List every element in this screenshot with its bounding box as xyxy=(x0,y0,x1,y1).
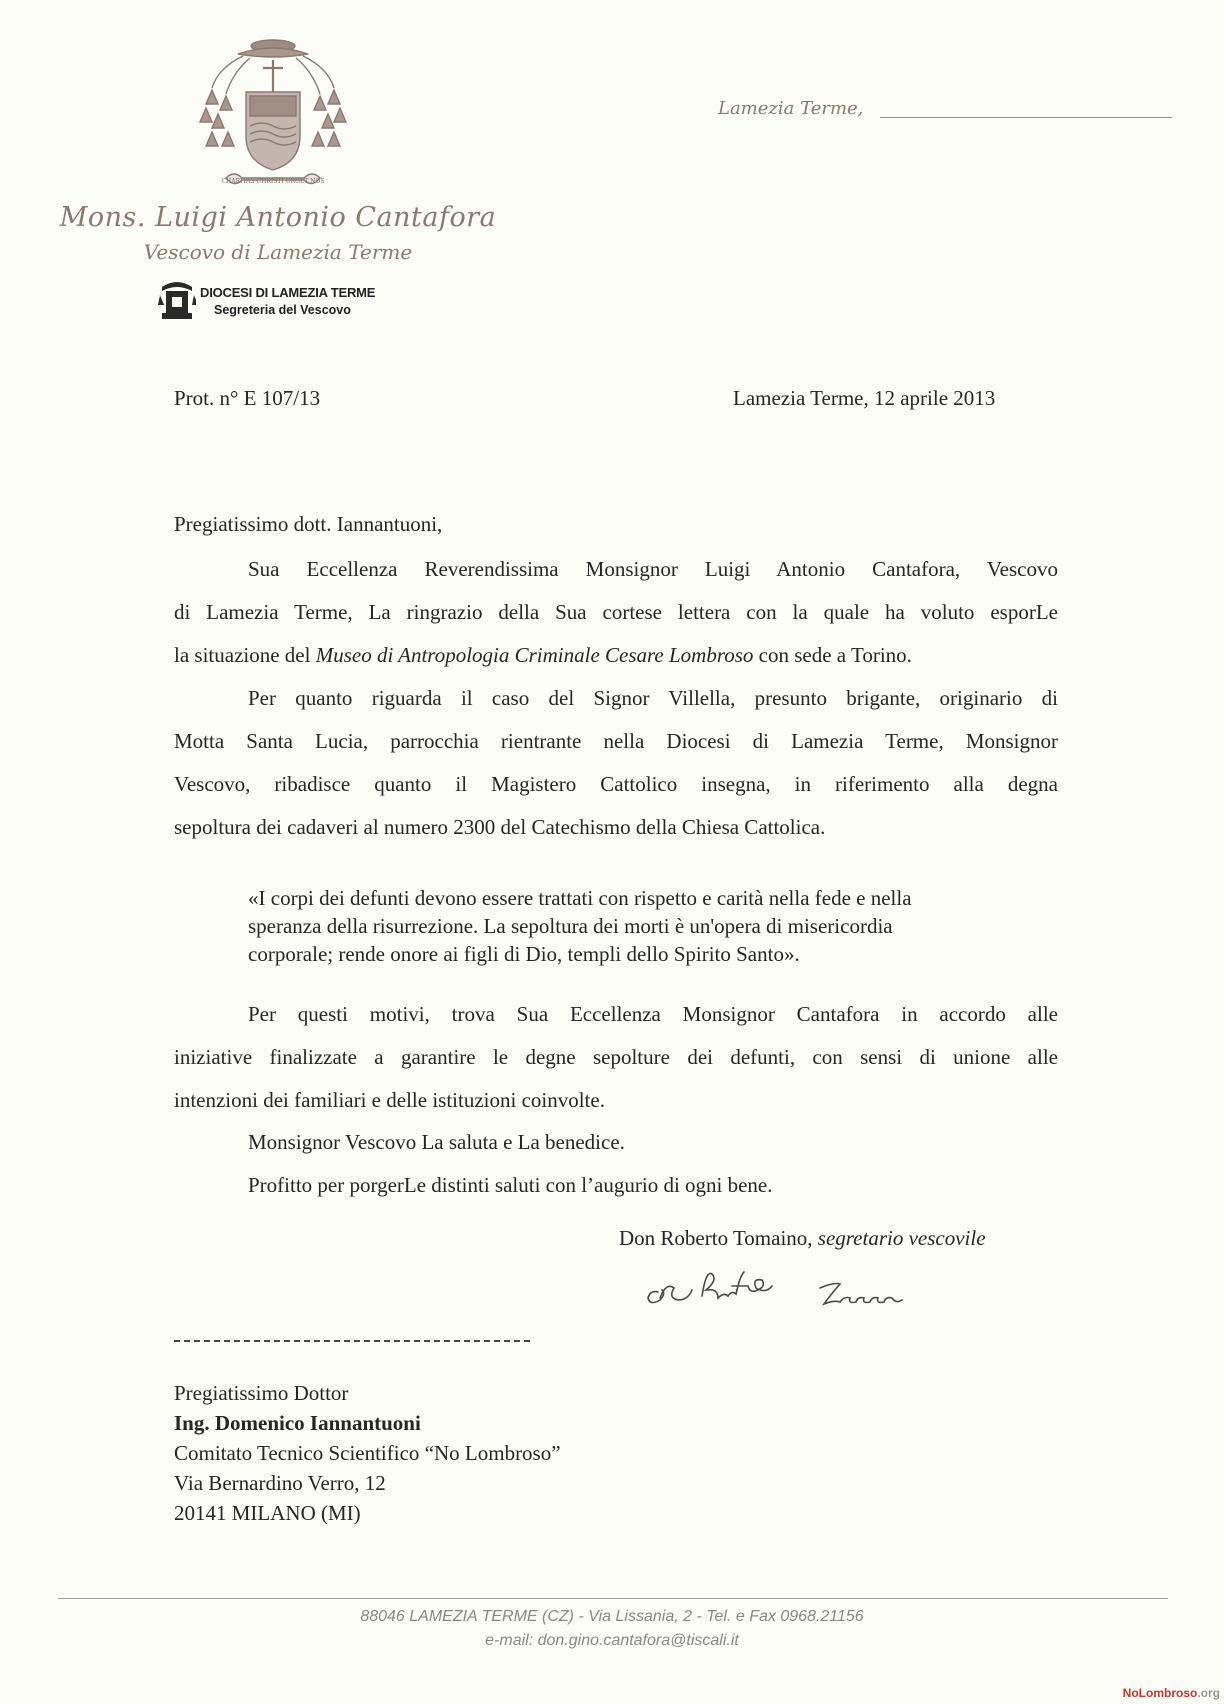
footer-email: e-mail: don.gino.cantafora@tiscali.it xyxy=(485,1632,739,1649)
recipient-city: 20141 MILANO (MI) xyxy=(174,1501,361,1525)
paragraph-2 xyxy=(174,677,1058,849)
date-fill-line xyxy=(880,117,1172,118)
paragraph-line: Sua Eccellenza Reverendissima Monsignor Luigi Antonio Cantafora, Vescovo xyxy=(248,557,1058,581)
signer-name: Don Roberto Tomaino, xyxy=(619,1226,818,1250)
footer-rule xyxy=(58,1598,1168,1599)
paragraph-line: sepoltura dei cadaveri al numero 2300 del Catechismo della Chiesa Cattolica. xyxy=(174,815,826,839)
place-label: Lamezia Terme, xyxy=(718,98,864,119)
letter-date: Lamezia Terme, 12 aprile 2013 xyxy=(733,386,996,410)
handwritten-signature xyxy=(640,1262,980,1314)
separator-dashed xyxy=(174,1340,530,1342)
closing-blessing: Monsignor Vescovo La saluta e La benedice. xyxy=(248,1130,625,1154)
diocese-name: DIOCESI DI LAMEZIA TERME xyxy=(200,285,376,300)
diocese-office: Segreteria del Vescovo xyxy=(214,303,351,317)
paragraph-line: di Lamezia Terme, La ringrazio della Sua cortese lettera con la quale ha voluto esporLe xyxy=(174,600,1058,624)
watermark-brand: NoLombroso xyxy=(1122,1686,1198,1700)
bishop-name: Mons. Luigi Antonio Cantafora xyxy=(59,202,497,233)
salutation: Pregiatissimo dott. Iannantuoni, xyxy=(174,512,443,536)
recipient-street: Via Bernardino Verro, 12 xyxy=(174,1471,386,1495)
paragraph-line: Per questi motivi, trova Sua Eccellenza Monsignor Cantafora in accordo alle xyxy=(248,1002,1058,1026)
paragraph-line: Per quanto riguarda il caso del Signor Villella, presunto brigante, originario di xyxy=(248,686,1058,710)
paragraph-line: Motta Santa Lucia, parrocchia rientrante nella Diocesi di Lamezia Terme, Monsignor xyxy=(174,729,1058,753)
bishop-title: Vescovo di Lamezia Terme xyxy=(143,240,413,264)
paragraph-line: la situazione del Museo di Antropologia Criminale Cesare Lombroso con sede a Torino. xyxy=(174,643,912,667)
watermark-tld: .org xyxy=(1197,1686,1220,1700)
episcopal-coat-of-arms-icon xyxy=(198,38,348,198)
footer-address: 88046 LAMEZIA TERME (CZ) - Via Lissania, 2 - Tel. e Fax 0968.21156 xyxy=(360,1608,864,1625)
recipient-organization: Comitato Tecnico Scientifico “No Lombroso” xyxy=(174,1441,561,1465)
watermark xyxy=(1123,1686,1220,1700)
quote-line: speranza della risurrezione. La sepoltura dei morti è un'opera di misericordia xyxy=(248,914,893,938)
paragraph-line: iniziative finalizzate a garantire le degne sepolture dei defunti, con sensi di unione alle xyxy=(174,1045,1058,1069)
recipient-name: Ing. Domenico Iannantuoni xyxy=(174,1411,421,1435)
recipient-salutation: Pregiatissimo Dottor xyxy=(174,1381,349,1405)
paragraph-line: Vescovo, ribadisce quanto il Magistero Cattolico insegna, in riferimento alla degna xyxy=(174,772,1058,796)
signer-role: segretario vescovile xyxy=(817,1226,986,1250)
paragraph-3 xyxy=(174,993,1058,1122)
paragraph-1 xyxy=(174,548,1058,677)
diocese-logo-icon xyxy=(158,277,196,323)
protocol-number: Prot. n° E 107/13 xyxy=(174,386,321,410)
closing-greeting: Profitto per porgerLe distinti saluti con l’augurio di ogni bene. xyxy=(248,1173,773,1197)
museum-name: Museo di Antropologia Criminale Cesare Lombroso xyxy=(315,643,754,667)
paragraph-line: intenzioni dei familiari e delle istituzioni coinvolte. xyxy=(174,1088,605,1112)
quote-line: «I corpi dei defunti devono essere trattati con rispetto e carità nella fede e nella xyxy=(248,886,912,910)
svg-text:CHARITAS CHRISTI URGET NOS: CHARITAS CHRISTI URGET NOS xyxy=(221,178,325,185)
catechism-quote xyxy=(248,884,1058,968)
quote-line: corporale; rende onore ai figli di Dio, templi dello Spirito Santo». xyxy=(248,942,800,966)
signer xyxy=(619,1226,986,1251)
